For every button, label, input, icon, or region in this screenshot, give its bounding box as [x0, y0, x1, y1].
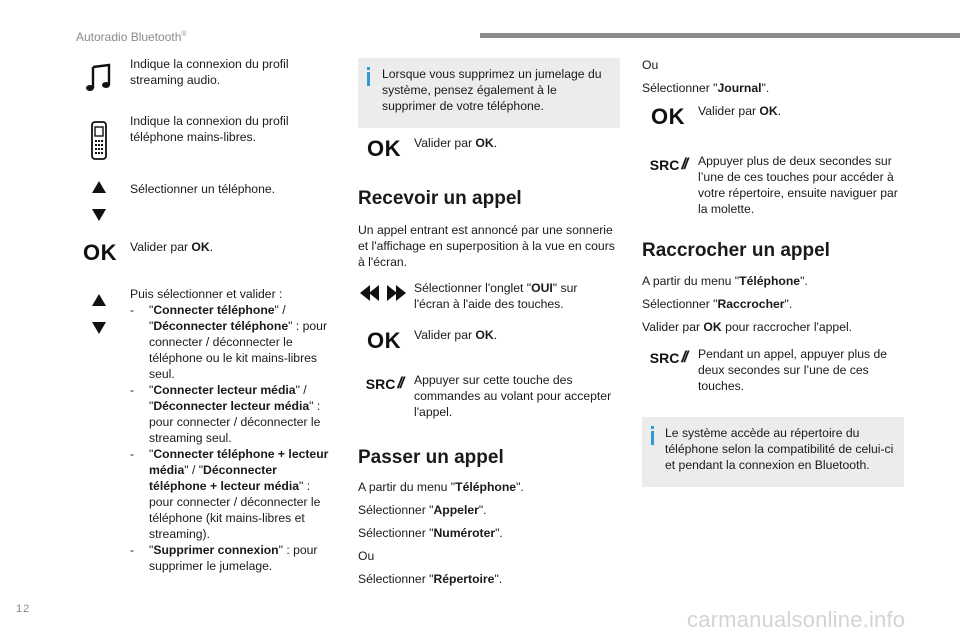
journal-bold: Journal [717, 81, 762, 95]
info-directory-text: Le système accède au répertoire du téléphone selon la compatibilité de celui-ci et pendant la connexion en Bluetooth. [665, 426, 894, 472]
raccrocher-bold: Raccrocher [717, 297, 785, 311]
src-slash: // [681, 349, 687, 366]
hangup-validate-line [642, 319, 904, 335]
validate-text [130, 239, 320, 255]
watermark: carmanualsonline.info [687, 607, 906, 632]
option-disconnect-phone: Déconnecter téléphone [153, 319, 289, 333]
quote: " / [274, 303, 286, 317]
call-menu-line [358, 479, 620, 495]
option-connect-phone: Connecter téléphone [153, 303, 275, 317]
journal-prefix: Sélectionner " [642, 81, 718, 95]
info-icon [367, 72, 370, 86]
validate-suffix: . [493, 328, 498, 342]
mobile-phone-icon [88, 121, 110, 161]
list-item [130, 446, 330, 542]
info-icon [651, 431, 654, 445]
info-icon-dot [367, 67, 370, 70]
validate-bold: OK [191, 240, 210, 254]
page-header [0, 0, 960, 44]
header-rule [480, 33, 960, 38]
option-description: pour connecter / déconnecter le streaming seul. [149, 415, 321, 445]
ou-line: Ou [642, 58, 659, 72]
validate-text [698, 103, 898, 119]
then-select-block [130, 286, 330, 574]
tab-prefix: Sélectionner l'onglet " [414, 281, 532, 295]
validate-text [414, 135, 614, 151]
option-disconnect-media: Déconnecter lecteur média [153, 399, 310, 413]
validate-text [414, 327, 614, 343]
validate-prefix: Valider par [414, 136, 476, 150]
option-description: pour connecter / déconnecter le téléphone (kit mains-libres et streaming). [149, 495, 321, 541]
quote: " [149, 303, 154, 317]
option-delete-connection: Supprimer connexion [153, 543, 279, 557]
validate-prefix: Valider par [642, 320, 704, 334]
quote: " / [295, 383, 307, 397]
list-dash: - [130, 303, 135, 317]
heading-hang-up: Raccrocher un appel [642, 240, 830, 261]
validate-bold: OK [759, 104, 778, 118]
then-select-intro: Puis sélectionner et valider : [130, 287, 283, 301]
header-title [76, 27, 187, 45]
journal-suffix: ". [761, 81, 770, 95]
quote: " [149, 447, 154, 461]
src-label: SRC [649, 350, 680, 366]
repertoire-suffix: ". [494, 572, 503, 586]
list-dash: - [130, 543, 135, 557]
ok-icon: OK [367, 328, 401, 353]
header-title-text: Autoradio Bluetooth [76, 30, 182, 44]
option-disconnect-both: Déconnecter téléphone + lecteur média [149, 463, 300, 493]
list-item [130, 542, 330, 574]
quote: " : [288, 319, 300, 333]
info-box-directory [642, 417, 904, 487]
receive-paragraph: Un appel entrant est annoncé par une sonnerie et l'affichage en superposition à la vue en cours à l'écran. [358, 223, 615, 269]
list-item-text [149, 302, 330, 382]
quote: " [149, 319, 154, 333]
call-repertoire-line [358, 571, 620, 587]
src-slash: // [397, 375, 403, 392]
menu-bold: Téléphone [739, 274, 801, 288]
tab-suffix: " sur l'écran à l'aide des touches. [414, 281, 578, 311]
numeroter-prefix: Sélectionner " [358, 526, 434, 540]
repertoire-bold: Répertoire [433, 572, 495, 586]
src-label: SRC [649, 157, 680, 173]
option-description: supprimer le jumelage. [149, 559, 273, 573]
numeroter-suffix: ". [495, 526, 503, 540]
journal-line [642, 80, 904, 96]
ok-icon: OK [367, 136, 401, 161]
quote: " / " [184, 463, 204, 477]
list-dash: - [130, 383, 135, 397]
quote: " [149, 399, 154, 413]
menu-prefix: A partir du menu " [642, 274, 740, 288]
option-connect-both: Connecter téléphone + lecteur média [149, 447, 329, 477]
menu-suffix: ". [516, 480, 524, 494]
appeler-bold: Appeler [433, 503, 479, 517]
src-steering-icon [644, 348, 692, 368]
prev-next-arrows-icon [360, 284, 406, 302]
src-steering-icon [360, 374, 408, 394]
ok-icon: OK [83, 240, 117, 265]
option-connect-media: Connecter lecteur média [153, 383, 296, 397]
list-item [130, 382, 330, 446]
registered-mark: ® [181, 31, 187, 38]
ok-icon: OK [651, 104, 685, 129]
list-item-text [149, 446, 330, 542]
appeler-suffix: ". [478, 503, 487, 517]
quote: " : [309, 399, 321, 413]
validate-suffix: pour raccrocher l'appel. [721, 320, 853, 334]
tab-bold: OUI [531, 281, 553, 295]
info-icon-dot [651, 426, 654, 429]
streaming-text: Indique la connexion du profil streaming audio. [130, 57, 289, 87]
handsfree-text: Indique la connexion du profil téléphone mains-libres. [130, 114, 289, 144]
quote: " : pour [278, 543, 318, 557]
hangup-raccrocher-line [642, 296, 904, 312]
validate-prefix: Valider par [414, 328, 476, 342]
list-item [130, 302, 330, 382]
music-note-icon [84, 62, 114, 94]
validate-suffix: . [209, 240, 214, 254]
quote: " : [299, 479, 311, 493]
info-box-pairing [358, 58, 620, 128]
validate-bold: OK [475, 328, 494, 342]
src-steering-icon [644, 155, 692, 175]
list-item-text [149, 542, 330, 574]
call-numeroter-line [358, 525, 620, 541]
quote: " [149, 383, 154, 397]
validate-prefix: Valider par [698, 104, 760, 118]
raccrocher-prefix: Sélectionner " [642, 297, 718, 311]
validate-suffix: . [493, 136, 498, 150]
accept-call-text: Appuyer sur cette touche des commandes au volant pour accepter l'appel. [414, 373, 612, 419]
page-number: 12 [16, 603, 31, 615]
menu-suffix: ". [800, 274, 808, 288]
validate-bold: OK [703, 320, 722, 334]
menu-bold: Téléphone [455, 480, 517, 494]
info-pairing-text: Lorsque vous supprimez un jumelage du système, pensez également à le supprimer de votre téléphone. [382, 67, 602, 113]
validate-prefix: Valider par [130, 240, 192, 254]
call-ou-line: Ou [358, 549, 375, 563]
repertoire-prefix: Sélectionner " [358, 572, 434, 586]
appeler-prefix: Sélectionner " [358, 503, 434, 517]
src-label: SRC [365, 376, 396, 392]
validate-bold: OK [475, 136, 494, 150]
option-description: pour connecter / déconnecter le téléphone ou le kit mains-libres seul. [149, 319, 328, 381]
numeroter-bold: Numéroter [433, 526, 496, 540]
up-down-arrows-icon [90, 181, 108, 221]
raccrocher-suffix: ". [784, 297, 793, 311]
list-item-text [149, 382, 330, 446]
list-dash: - [130, 447, 135, 461]
heading-receive-call: Recevoir un appel [358, 188, 522, 209]
heading-make-call: Passer un appel [358, 447, 504, 468]
directory-text: Appuyer plus de deux secondes sur l’une de ces touches pour accéder à votre répertoire, ensuite naviguer par la molette. [698, 154, 898, 216]
select-tab-text [414, 280, 614, 312]
validate-suffix: . [777, 104, 782, 118]
call-appeler-line [358, 502, 620, 518]
hangup-menu-line [642, 273, 904, 289]
menu-prefix: A partir du menu " [358, 480, 456, 494]
up-down-arrows-icon [90, 294, 108, 334]
src-slash: // [681, 156, 687, 173]
during-call-text: Pendant un appel, appuyer plus de deux secondes sur l’une de ces touches. [698, 347, 888, 393]
select-phone-text: Sélectionner un téléphone. [130, 182, 276, 196]
quote: " [149, 543, 154, 557]
